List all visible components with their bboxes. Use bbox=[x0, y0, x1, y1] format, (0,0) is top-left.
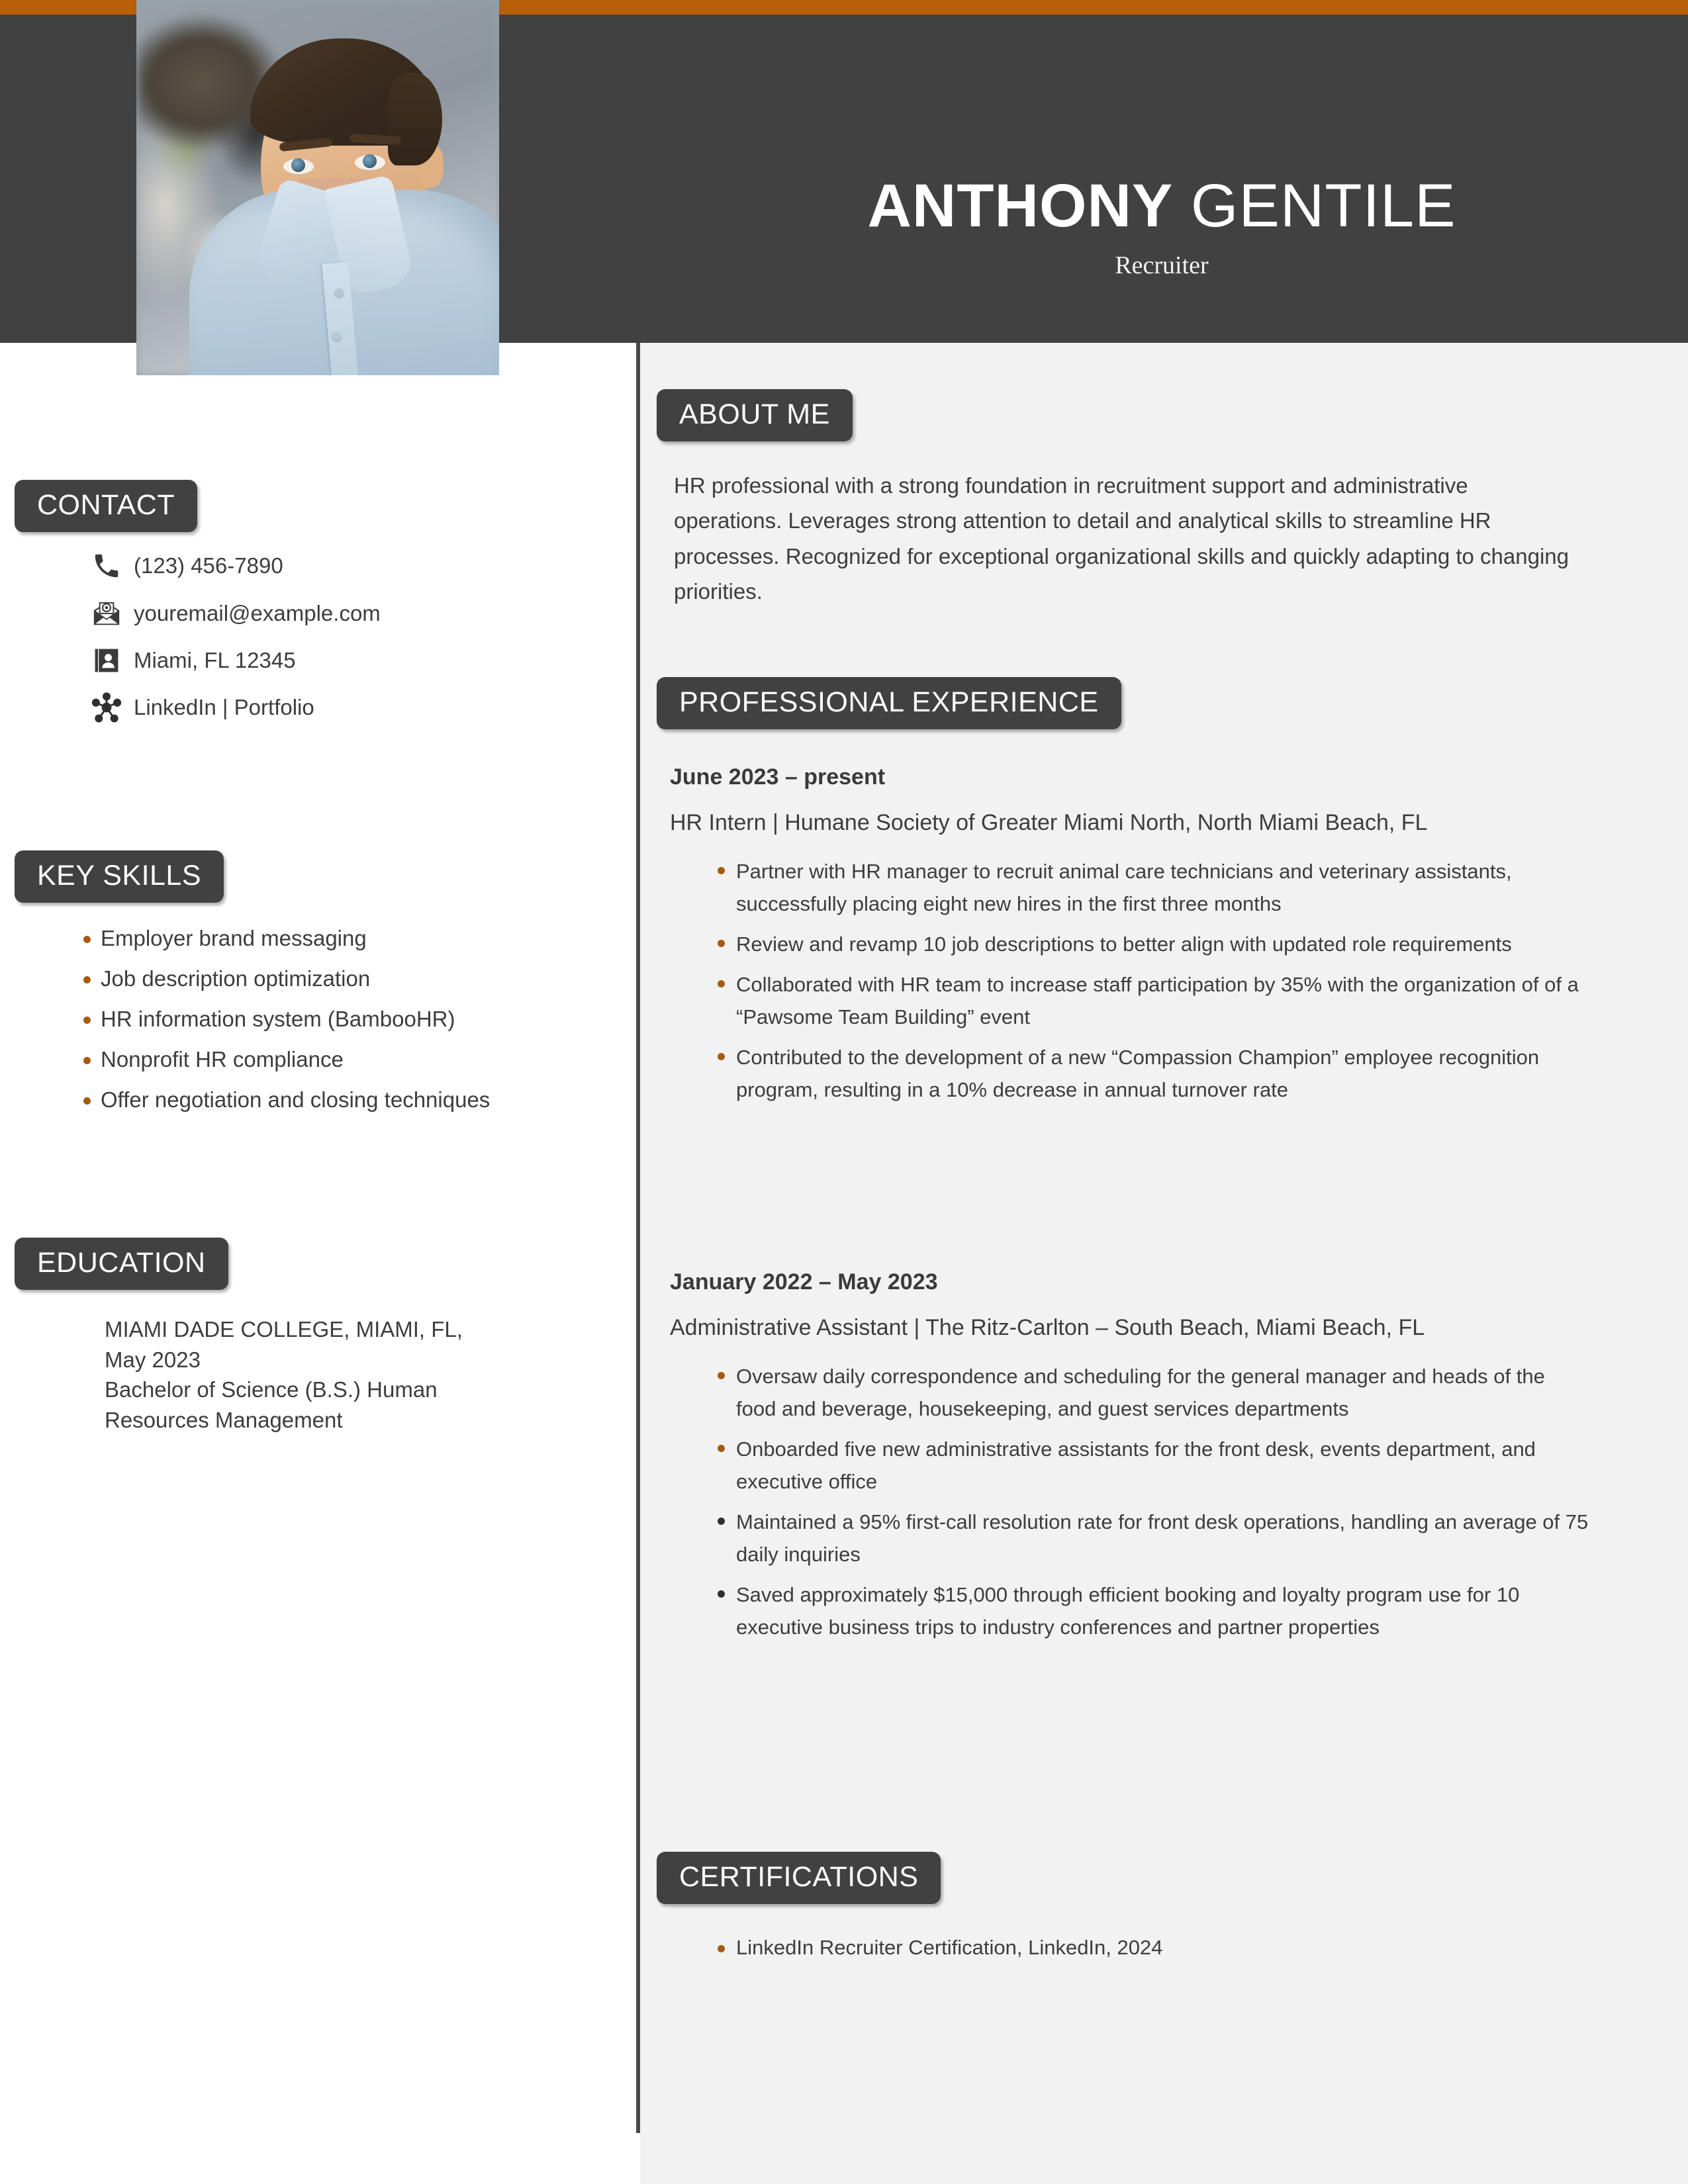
photo-iris-left bbox=[291, 158, 305, 172]
education-details bbox=[105, 1314, 594, 1435]
list-item: Contributed to the development of a new “Compassion Champion” employee recognition program, resulting in a 10% decrease in annual turnover rate bbox=[714, 1042, 1590, 1107]
job-role: Administrative Assistant | The Ritz-Carlton – South Beach, Miami Beach, FL bbox=[670, 1315, 1425, 1340]
experience-heading: PROFESSIONAL EXPERIENCE bbox=[657, 677, 1121, 729]
list-item: Nonprofit HR compliance bbox=[78, 1047, 621, 1073]
key-skills-section bbox=[15, 850, 224, 903]
photo-iris-right bbox=[363, 154, 377, 168]
contact-item-links[interactable] bbox=[86, 692, 616, 723]
certifications-list bbox=[670, 1936, 1162, 1960]
phone-icon bbox=[86, 551, 127, 581]
key-skills-list bbox=[78, 926, 621, 1128]
education-line: May 2023 bbox=[105, 1347, 201, 1372]
education-line: Resources Management bbox=[105, 1407, 343, 1432]
about-section-heading-wrap bbox=[657, 389, 853, 441]
list-item: Job description optimization bbox=[78, 966, 621, 992]
education-line: MIAMI DADE COLLEGE, MIAMI, FL, bbox=[105, 1317, 463, 1342]
list-item: Offer negotiation and closing techniques bbox=[78, 1087, 621, 1113]
list-item: Onboarded five new administrative assistants for the front desk, events department, and executive office bbox=[714, 1433, 1590, 1498]
photo-sideburn bbox=[388, 73, 442, 165]
list-item: LinkedIn Recruiter Certification, LinkedIn, 2024 bbox=[714, 1936, 1162, 1960]
list-item: Employer brand messaging bbox=[78, 926, 621, 952]
last-name: GENTILE bbox=[1173, 172, 1456, 240]
first-name: ANTHONY bbox=[867, 172, 1174, 240]
certifications-body bbox=[670, 1936, 1162, 1960]
job-role: HR Intern | Humane Society of Greater Miami North, North Miami Beach, FL bbox=[670, 810, 1428, 835]
about-text: HR professional with a strong foundation in recruitment support and administrative operations. Leverages strong attention to detail and analytical skills to streamline HR processes. Recognized for exceptional organizational skills and quickly adapting to changing priorities. bbox=[674, 473, 1569, 604]
about-heading: ABOUT ME bbox=[657, 389, 853, 441]
education-section bbox=[15, 1238, 228, 1290]
contact-item-phone[interactable] bbox=[86, 551, 616, 581]
about-body bbox=[674, 468, 1581, 610]
social-links: LinkedIn | Portfolio bbox=[134, 695, 314, 719]
contact-list bbox=[86, 551, 616, 740]
contact-item-email[interactable] bbox=[86, 598, 616, 629]
phone-number: (123) 456-7890 bbox=[134, 553, 283, 578]
job-bullet-list bbox=[670, 1361, 1590, 1644]
photo-shirt-button bbox=[332, 332, 341, 341]
page-title bbox=[635, 172, 1688, 240]
email-address: youremail@example.com bbox=[134, 601, 381, 625]
experience-section-heading-wrap bbox=[657, 677, 1121, 729]
job-dates: June 2023 – present bbox=[670, 764, 886, 790]
certifications-section-heading-wrap bbox=[657, 1852, 941, 1904]
contact-heading: CONTACT bbox=[15, 480, 197, 532]
column-divider bbox=[636, 343, 640, 2133]
list-item: Maintained a 95% first-call resolution rate for front desk operations, handling an average of 75 daily inquiries bbox=[714, 1506, 1590, 1571]
education-heading: EDUCATION bbox=[15, 1238, 228, 1290]
location: Miami, FL 12345 bbox=[134, 648, 296, 672]
job-title: Recruiter bbox=[1115, 251, 1209, 279]
job-dates: January 2022 – May 2023 bbox=[670, 1269, 938, 1295]
list-item: Collaborated with HR team to increase staff participation by 35% with the organization of of a “Pawsome Team Building” event bbox=[714, 969, 1590, 1034]
job-entry bbox=[670, 764, 1590, 1115]
contact-section bbox=[15, 480, 197, 532]
name-block bbox=[635, 172, 1688, 280]
network-share-icon bbox=[86, 692, 127, 723]
key-skills-heading: KEY SKILLS bbox=[15, 850, 224, 903]
profile-photo bbox=[136, 0, 499, 375]
list-item: Partner with HR manager to recruit animal care technicians and veterinary assistants, successfully placing eight new hires in the first three months bbox=[714, 856, 1590, 921]
address-book-icon bbox=[86, 646, 127, 675]
email-icon bbox=[86, 598, 127, 629]
list-item: Oversaw daily correspondence and scheduling for the general manager and heads of the food and beverage, housekeeping, and guest services departments bbox=[714, 1361, 1590, 1426]
contact-item-location[interactable] bbox=[86, 646, 616, 675]
job-bullet-list bbox=[670, 856, 1590, 1107]
certifications-heading: CERTIFICATIONS bbox=[657, 1852, 941, 1904]
photo-shirt-button bbox=[335, 289, 344, 297]
list-item: Review and revamp 10 job descriptions to better align with updated role requirements bbox=[714, 929, 1590, 961]
list-item: Saved approximately $15,000 through efficient booking and loyalty program use for 10 executive business trips to industry conferences and partner properties bbox=[714, 1579, 1590, 1644]
education-line: Bachelor of Science (B.S.) Human bbox=[105, 1377, 438, 1402]
main-panel bbox=[640, 343, 1688, 2184]
job-entry bbox=[670, 1269, 1590, 1652]
list-item: HR information system (BambooHR) bbox=[78, 1007, 621, 1032]
